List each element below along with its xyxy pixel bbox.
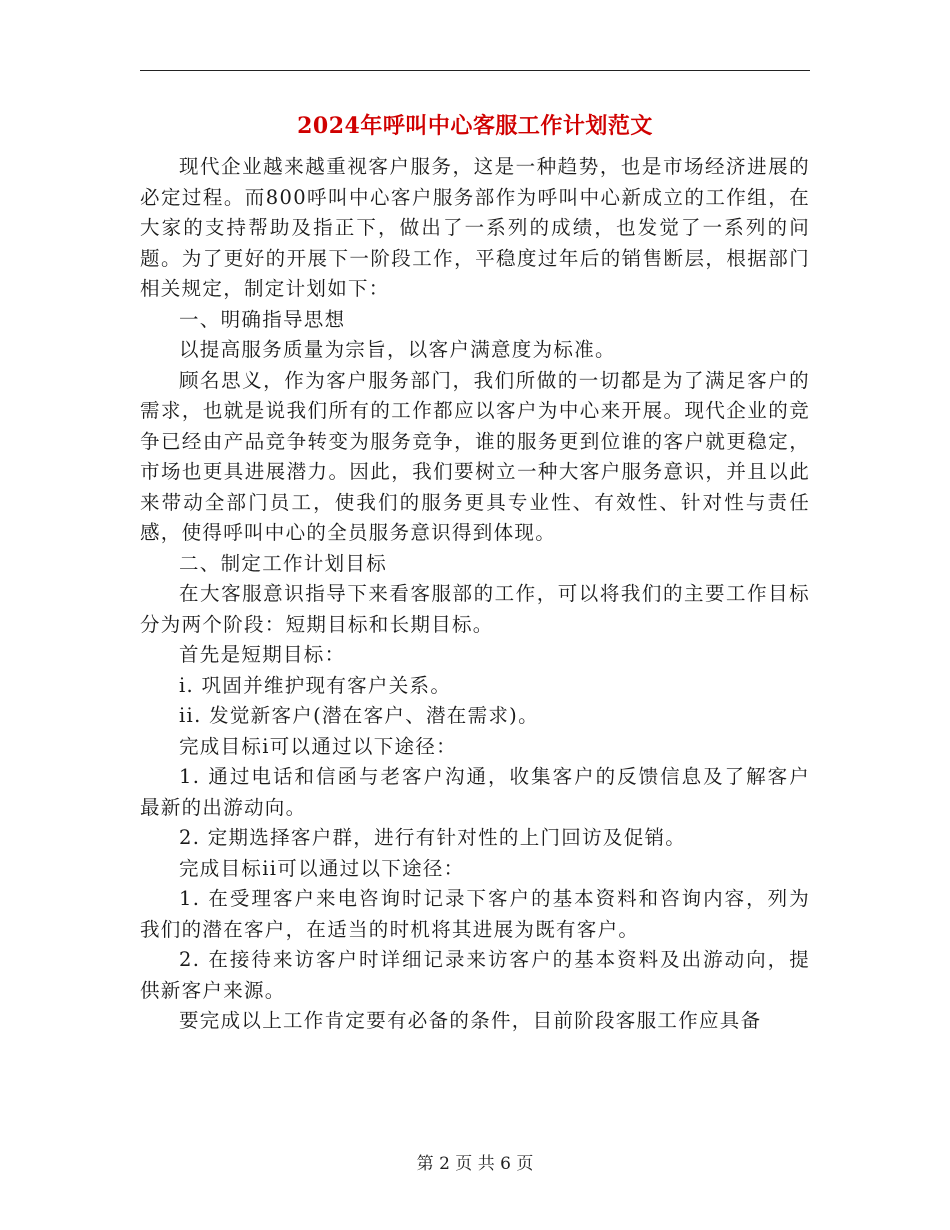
list-item: 1. 通过电话和信函与老客户沟通，收集客户的反馈信息及了解客户最新的出游动向。 [140, 765, 810, 819]
paragraph: 要完成以上工作肯定要有必备的条件，目前阶段客服工作应具备 [179, 1009, 762, 1032]
paragraph: 顾名思义，作为客户服务部门，我们所做的一切都是为了满足客户的需求，也就是说我们所有的工作都应以客户为中心来开展。现代企业的竞争已经由产品竞争转变为服务竞争，谁的服务更到位谁的客户就更稳定，市场也更具进展潜力。因此，我们要树立一种大客户服务意识，并且以此来带动全部门员工，使我们的服务更具专业性、有效性、针对性与责任感，使得呼叫中心的全员服务意识得到体现。 [140, 368, 810, 544]
list-item: 2. 在接待来访客户时详细记录来访客户的基本资料及出游动向，提供新客户来源。 [140, 948, 810, 1002]
paragraph-intro: 现代企业越来越重视客户服务，这是一种趋势，也是市场经济进展的必定过程。而800呼叫中心客户服务部作为呼叫中心新成立的工作组，在大家的支持帮助及指正下，做出了一系列的成绩，也发觉了一系列的问题。为了更好的开展下一阶段工作，平稳度过年后的销售断层，根据部门相关规定，制定计划如下： [140, 155, 810, 300]
document-body [140, 152, 810, 1037]
header-rule [140, 70, 810, 71]
list-item: ii. 发觉新客户(潜在客户、潜在需求)。 [179, 704, 539, 727]
paragraph: 在大客服意识指导下来看客服部的工作，可以将我们的主要工作目标分为两个阶段：短期目标和长期目标。 [140, 582, 810, 636]
section-heading-1: 一、明确指导思想 [179, 307, 346, 331]
paragraph: 完成目标ii可以通过以下途径： [179, 856, 465, 880]
paragraph: 完成目标i可以通过以下途径： [179, 734, 457, 758]
list-item: i. 巩固并维护现有客户关系。 [179, 673, 452, 697]
document-title: 2024年呼叫中心客服工作计划范文 [297, 113, 653, 139]
section-heading-2: 二、制定工作计划目标 [179, 551, 388, 575]
paragraph: 首先是短期目标： [179, 643, 346, 666]
list-item: 1. 在受理客户来电咨询时记录下客户的基本资料和咨询内容，列为我们的潜在客户，在适当的时机将其进展为既有客户。 [140, 887, 810, 941]
paragraph: 以提高服务质量为宗旨，以客户满意度为标准。 [179, 338, 616, 361]
list-item: 2. 定期选择客户群，进行有针对性的上门回访及促销。 [179, 826, 687, 849]
page-footer: 第 2 页 共 6 页 [416, 1154, 534, 1174]
